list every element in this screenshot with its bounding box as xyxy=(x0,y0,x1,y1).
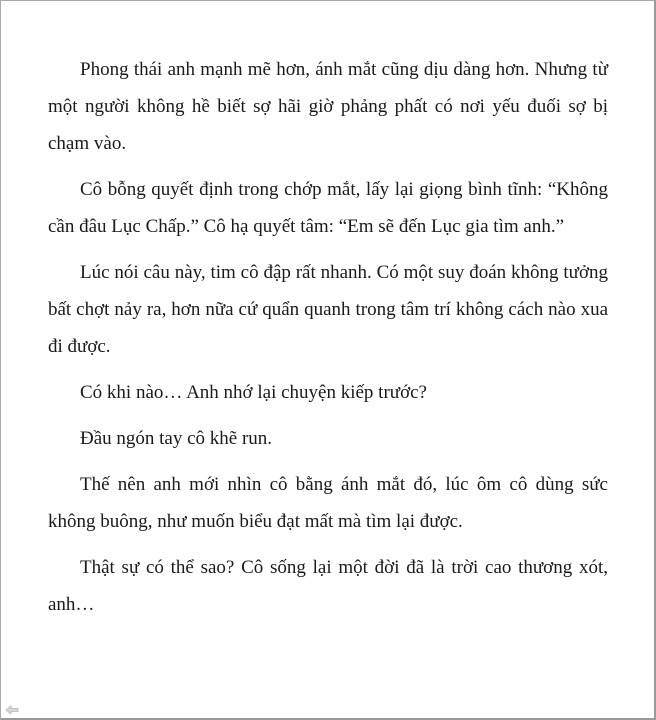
paragraph-3: Lúc nói câu này, tim cô đập rất nhanh. Có một suy đoán không tưởng bất chợt nảy ra, hơn nữa cứ quẩn quanh trong tâm trí không cách nào xua đi được. xyxy=(48,262,608,357)
paragraph-4: Có khi nào… Anh nhớ lại chuyện kiếp trước? xyxy=(80,382,427,403)
paragraph-6: Thế nên anh mới nhìn cô bằng ánh mắt đó, lúc ôm cô dùng sức không buông, như muốn biểu đạt mất mà tìm lại được. xyxy=(48,474,608,532)
paragraph-1: Phong thái anh mạnh mẽ hơn, ánh mắt cũng dịu dàng hơn. Nhưng từ một người không hề biết sợ hãi giờ phảng phất có nơi yếu đuối sợ bị chạm vào. xyxy=(48,59,608,154)
page-corner-arrow-icon xyxy=(5,702,19,712)
page-body xyxy=(48,51,608,632)
paragraph-2: Cô bỗng quyết định trong chớp mắt, lấy lại giọng bình tĩnh: “Không cần đâu Lục Chấp.” Cô hạ quyết tâm: “Em sẽ đến Lục gia tìm anh.” xyxy=(48,179,608,237)
paragraph-5: Đầu ngón tay cô khẽ run. xyxy=(80,428,273,449)
paragraph-7: Thật sự có thể sao? Cô sống lại một đời đã là trời cao thương xót, anh… xyxy=(48,557,608,615)
